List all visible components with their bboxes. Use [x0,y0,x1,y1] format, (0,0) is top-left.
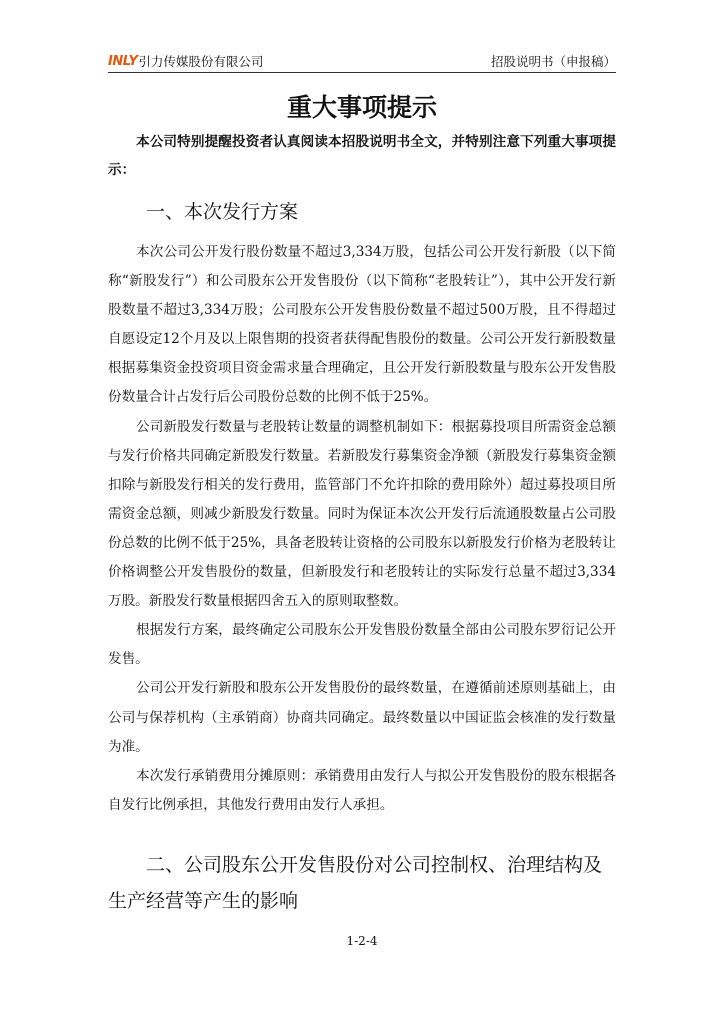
section-1-heading: 一、本次发行方案 [146,201,299,223]
header-company-name: 引力传媒股份有限公司 [138,54,264,69]
paragraph: 本次发行承销费用分摊原则：承销费用由发行人与拟公开发售股份的股东根据各自发行比例承担，其他发行费用由发行人承担。 [108,767,616,813]
section-2-heading: 二、公司股东公开发售股份对公司控制权、治理结构及生产经营等产生的影响 [108,854,603,912]
page-title: 重大事项提示 [286,93,437,122]
page-number: 1-2-4 [346,934,378,948]
paragraph: 公司新股发行数量与老股转让数量的调整机制如下：根据募投项目所需资金总额与发行价格共同确定新股发行数量。若新股发行募集资金净额（新股发行募集资金额扣除与新股发行相关的发行费用，监管部门不允许扣除的费用除外）超过募投项目所需资金总额，则减少新股发行数量。同时为保证本次公开发行后流通股数量占公司股份总数的比例不低于25%，具备老股转让资格的公司股东以新股发行价格为老股转让价格调整公开发售股份的数量，但新股发行和老股转让的实际发行总量不超过3,334万股。新股发行数量根据四舍五入的原则取整数。 [108,418,616,610]
notice-paragraph: 本公司特别提醒投资者认真阅读本招股说明书全文，并特别注意下列重大事项提示： [108,134,616,178]
page-header [108,50,616,73]
company-logo: INLY [108,53,138,69]
header-left [108,52,263,70]
paragraph: 根据发行方案，最终确定公司股东公开发售股份数量全部由公司股东罗衍记公开发售。 [108,622,616,668]
section-1-body [108,238,616,820]
paragraph: 公司公开发行新股和股东公开发售股份的最终数量，在遵循前述原则基础上，由公司与保荐机构（主承销商）协商共同确定。最终数量以中国证监会核准的发行数量为准。 [108,680,616,755]
paragraph: 本次公司公开发行股份数量不超过3,334万股，包括公司公开发行新股（以下简称“新股发行”）和公司股东公开发售股份（以下简称“老股转让”），其中公开发行新股数量不超过3,334万股；公司股东公开发售股份数量不超过500万股，且不得超过自愿设定12个月及以上限售期的投资者获得配售股份的数量。公司公开发行新股数量根据募集资金投资项目资金需求量合理确定，且公开发行新股数量与股东公开发售股份数量合计占发行后公司股份总数的比例不低于25%。 [108,244,616,406]
header-doc-type: 招股说明书（申报稿） [490,54,616,69]
